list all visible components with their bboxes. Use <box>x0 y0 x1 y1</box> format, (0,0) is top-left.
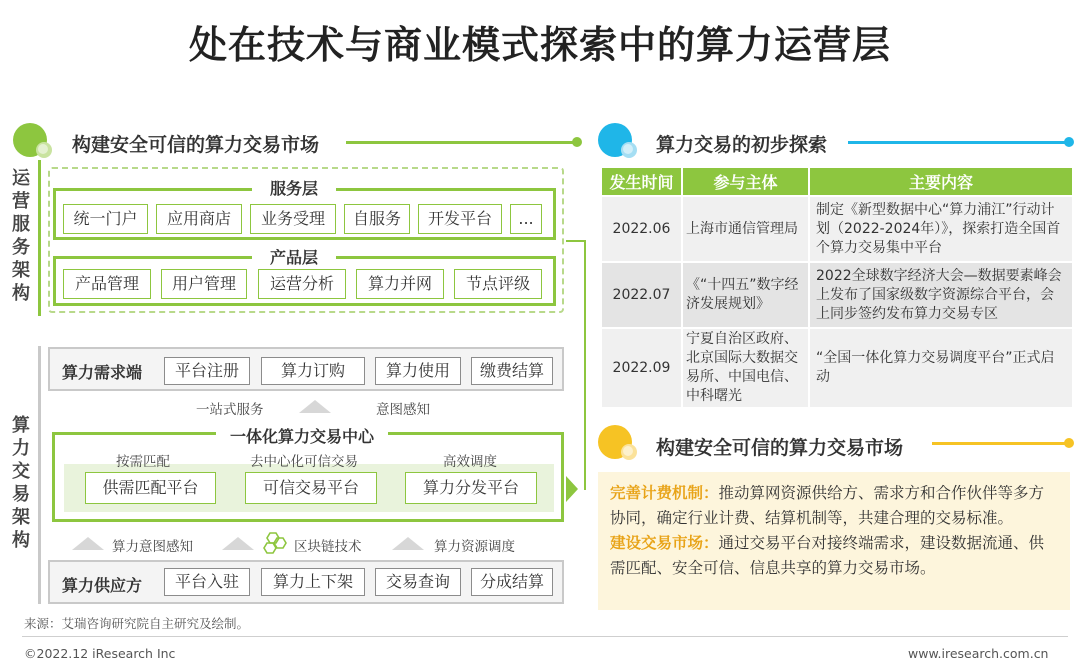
service-item: 应用商店 <box>156 204 242 234</box>
trading-market-text: 通过交易平台对接终端需求，建设数据流通、供需匹配、安全可信、信息共享的算力交易市场。 <box>610 534 1045 577</box>
connector-arrow <box>566 476 578 502</box>
source-note: 来源：艾瑞咨询研究院自主研究及绘制。 <box>24 616 250 631</box>
table-row <box>602 263 1072 327</box>
table-cell-content: “全国一体化算力交易调度平台”正式启动 <box>810 329 1072 407</box>
trading-market-paragraph <box>610 531 1058 581</box>
market-description-box <box>598 472 1070 610</box>
service-item: 开发平台 <box>418 204 502 234</box>
table-cell-party: 宁夏自治区政府、北京国际大数据交易所、中国电信、中科曙光 <box>683 329 808 407</box>
service-item: 业务受理 <box>250 204 336 234</box>
product-item: 节点评级 <box>454 269 542 299</box>
demand-item: 算力使用 <box>375 357 461 385</box>
right-bottom-section-title: 构建安全可信的算力交易市场 <box>656 437 904 459</box>
table-header-row <box>602 168 1072 195</box>
supply-side-title: 算力供应方 <box>62 576 143 595</box>
billing-mechanism-key: 完善计费机制： <box>610 484 719 502</box>
table-cell-date: 2022.06 <box>602 197 681 261</box>
table-cell-date: 2022.07 <box>602 263 681 327</box>
supply-item: 算力上下架 <box>261 568 365 596</box>
exploration-table <box>600 166 1074 409</box>
billing-mechanism-paragraph <box>610 481 1058 531</box>
table-cell-party: 《“十四五”数字经济发展规划》 <box>683 263 808 327</box>
product-layer-title: 产品层 <box>252 245 336 268</box>
tech-label: 算力意图感知 <box>112 539 193 555</box>
left-section-title: 构建安全可信的算力交易市场 <box>72 134 320 156</box>
table-cell-party: 上海市通信管理局 <box>683 197 808 261</box>
product-item: 用户管理 <box>161 269 247 299</box>
billing-mechanism-text: 推动算网资源供给方、需求方和合作伙伴等多方协同，确定行业计费、结算机制等，共建合理的交易标准。 <box>610 484 1045 527</box>
up-triangle-icon <box>299 400 331 413</box>
demand-item: 缴费结算 <box>471 357 553 385</box>
right-top-section-title: 算力交易的初步探索 <box>656 134 828 156</box>
copyright: ©2022.12 iResearch Inc <box>24 646 176 661</box>
platform-distribution: 算力分发平台 <box>405 472 537 504</box>
tech-label: 算力资源调度 <box>434 539 515 555</box>
product-item: 算力并网 <box>356 269 444 299</box>
supply-item: 平台入驻 <box>164 568 250 596</box>
supply-item: 分成结算 <box>471 568 553 596</box>
blue-circle-logo-icon <box>597 122 637 162</box>
platform-supply-demand: 供需匹配平台 <box>85 472 216 504</box>
center-subtitle: 高效调度 <box>443 454 497 470</box>
service-layer-title: 服务层 <box>252 176 336 199</box>
trade-architecture-label: 算 力 交 易 架 构 <box>12 415 30 551</box>
section-divider-dot <box>572 137 582 147</box>
ops-architecture-label: 运 营 服 务 架 构 <box>12 168 30 304</box>
ops-bracket-line <box>38 160 41 316</box>
tech-label: 区块链技术 <box>294 539 362 555</box>
table-header: 发生时间 <box>602 168 681 195</box>
product-item: 运营分析 <box>258 269 346 299</box>
table-cell-content: 2022全球数字经济大会—数据要素峰会上发布了国家级数字资源综合平台，会上同步签约发布算力交易专区 <box>810 263 1072 327</box>
service-item: 自服务 <box>344 204 410 234</box>
table-cell-date: 2022.09 <box>602 329 681 407</box>
product-item: 产品管理 <box>63 269 151 299</box>
demand-item: 算力订购 <box>261 357 365 385</box>
demand-item: 平台注册 <box>164 357 250 385</box>
table-row <box>602 197 1072 261</box>
section-divider-line <box>848 141 1066 144</box>
table-header: 主要内容 <box>810 168 1072 195</box>
section-divider-dot <box>1064 137 1074 147</box>
trade-bracket-line <box>38 346 41 604</box>
connector-line-top <box>566 240 586 242</box>
center-subtitle: 按需匹配 <box>116 454 170 470</box>
footer-divider <box>22 636 1068 637</box>
section-divider-line <box>932 442 1066 445</box>
section-divider-line <box>346 141 574 144</box>
service-item: 统一门户 <box>63 204 148 234</box>
page-title: 处在技术与商业模式探索中的算力运营层 <box>188 23 891 67</box>
service-item-more: ... <box>510 204 542 234</box>
section-divider-dot <box>1064 438 1074 448</box>
yellow-circle-logo-icon <box>597 424 637 464</box>
trading-market-key: 建设交易市场： <box>610 534 719 552</box>
platform-trusted-trading: 可信交易平台 <box>245 472 377 504</box>
up-triangle-icon <box>392 537 424 550</box>
up-triangle-icon <box>222 537 254 550</box>
supply-item: 交易查询 <box>375 568 461 596</box>
intent-perception-label: 意图感知 <box>376 402 430 418</box>
table-cell-content: 制定《新型数据中心“算力浦江”行动计划（2022-2024年）》，探索打造全国首个算力交易集中平台 <box>810 197 1072 261</box>
table-header: 参与主体 <box>683 168 808 195</box>
center-subtitle: 去中心化可信交易 <box>250 454 358 470</box>
table-row <box>602 329 1072 407</box>
trading-center-title: 一体化算力交易中心 <box>216 424 388 447</box>
green-circle-logo-icon <box>12 122 52 162</box>
one-stop-service-label: 一站式服务 <box>196 402 264 418</box>
up-triangle-icon <box>72 537 104 550</box>
website-link[interactable]: www.iresearch.com.cn <box>908 646 1049 661</box>
blockchain-hexagon-icon <box>262 531 290 559</box>
demand-side-title: 算力需求端 <box>62 363 143 382</box>
connector-line-vertical <box>584 240 586 490</box>
